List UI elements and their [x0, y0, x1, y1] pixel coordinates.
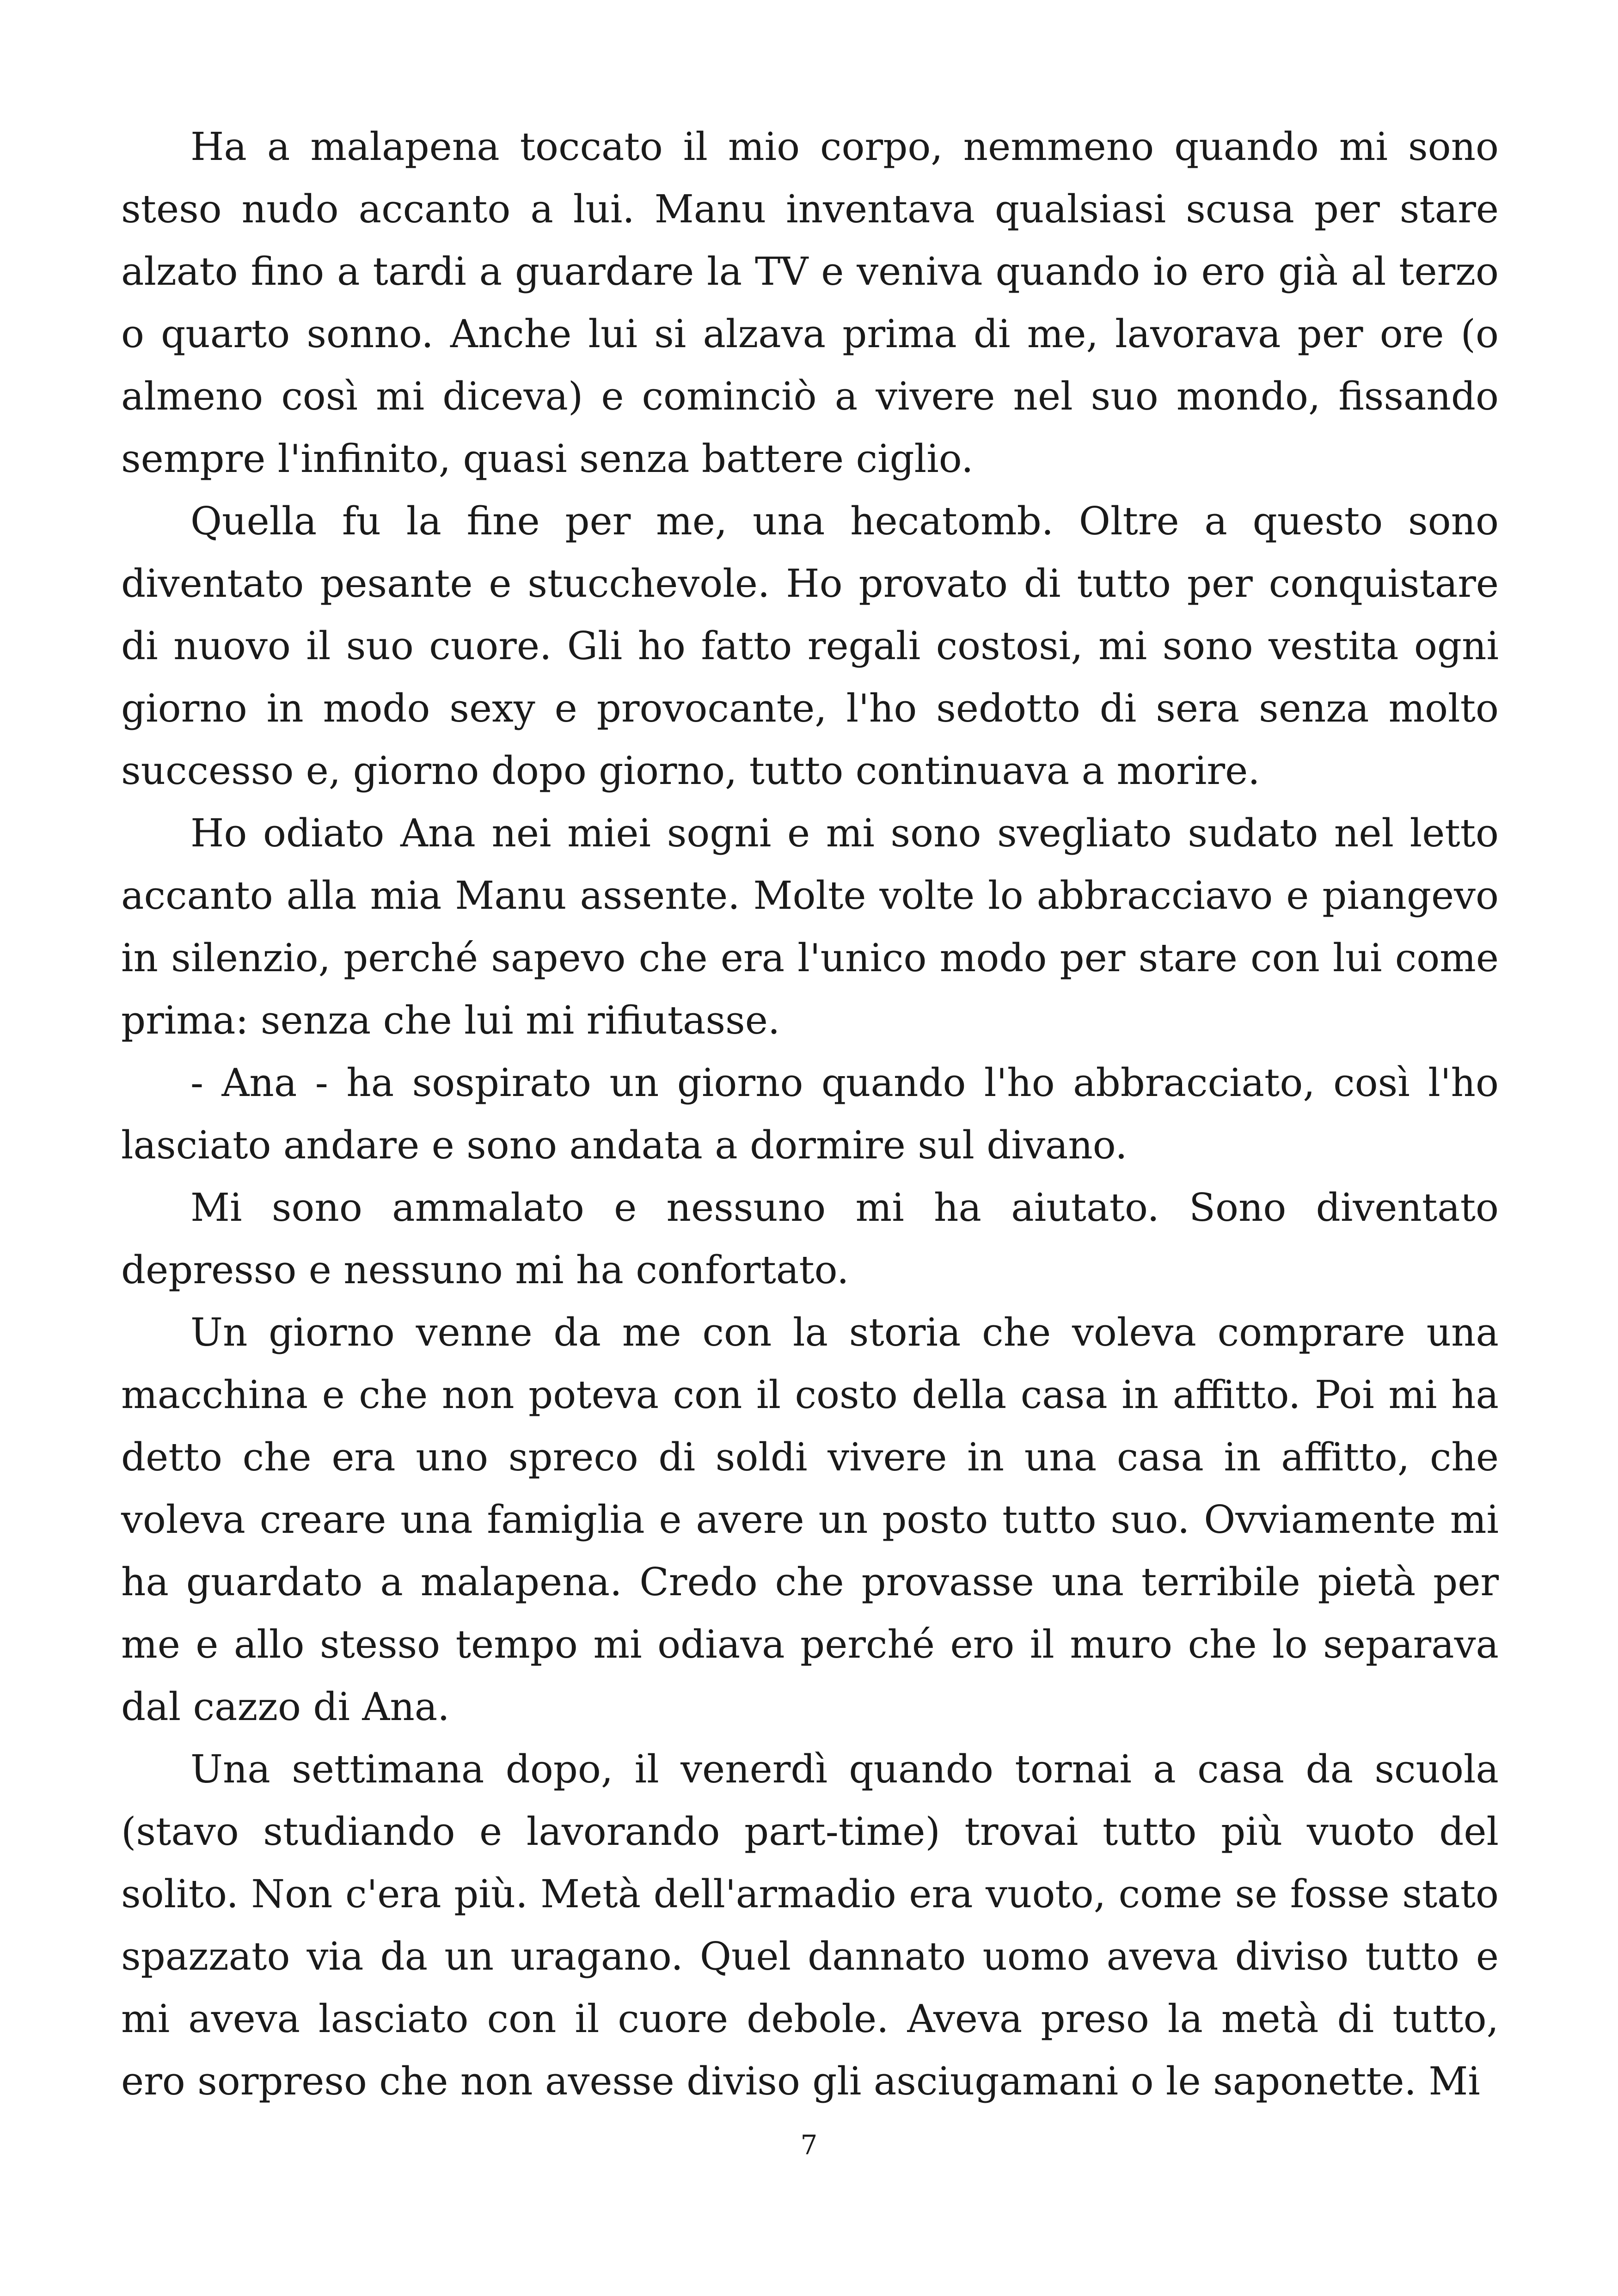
paragraph-1: Ha a malapena toccato il mio corpo, nemmeno quando mi sono steso nudo accanto a lui. Manu inventava qualsiasi scusa per stare alzato fino a tardi a guardare la TV e veniva quando io ero già al terzo o quarto sonno. Anche lui si alzava prima di me, lavorava per ore (o almeno così mi diceva) e cominciò a vivere nel suo mondo, fissando sempre l'infinito, quasi senza battere ciglio. — [121, 124, 1499, 481]
body-text — [121, 116, 1499, 2112]
paragraph-5: Mi sono ammalato e nessuno mi ha aiutato. Sono diventato depresso e nessuno mi ha confortato. — [121, 1185, 1499, 1292]
paragraph-6: Un giorno venne da me con la storia che voleva comprare una macchina e che non poteva con il costo della casa in affitto. Poi mi ha detto che era uno spreco di soldi vivere in una casa in affitto, che voleva creare una famiglia e avere un posto tutto suo. Ovviamente mi ha guardato a malapena. Credo che provasse una terribile pietà per me e allo stesso tempo mi odiava perché ero il muro che lo separava dal cazzo di Ana. — [121, 1310, 1499, 1729]
paragraph-2: Quella fu la fine per me, una hecatomb. Oltre a questo sono diventato pesante e stucchevole. Ho provato di tutto per conquistare di nuovo il suo cuore. Gli ho fatto regali costosi, mi sono vestita ogni giorno in modo sexy e provocante, l'ho sedotto di sera senza molto successo e, giorno dopo giorno, tutto continuava a morire. — [121, 499, 1499, 793]
paragraph-4: - Ana - ha sospirato un giorno quando l'ho abbracciato, così l'ho lasciato andare e sono andata a dormire sul divano. — [121, 1060, 1499, 1168]
paragraph-3: Ho odiato Ana nei miei sogni e mi sono svegliato sudato nel letto accanto alla mia Manu assente. Molte volte lo abbracciavo e piangevo in silenzio, perché sapevo che era l'unico modo per stare con lui come prima: senza che lui mi rifiutasse. — [121, 811, 1499, 1043]
paragraph-7: Una settimana dopo, il venerdì quando tornai a casa da scuola (stavo studiando e lavorando part-time) trovai tutto più vuoto del solito. Non c'era più. Metà dell'armadio era vuoto, come se fosse stato spazzato via da un uragano. Quel dannato uomo aveva diviso tutto e mi aveva lasciato con il cuore debole. Aveva preso la metà di tutto, ero sorpreso che non avesse diviso gli asciugamani o le saponette. Mi — [121, 1747, 1499, 2104]
page-number: 7 — [800, 2129, 818, 2161]
